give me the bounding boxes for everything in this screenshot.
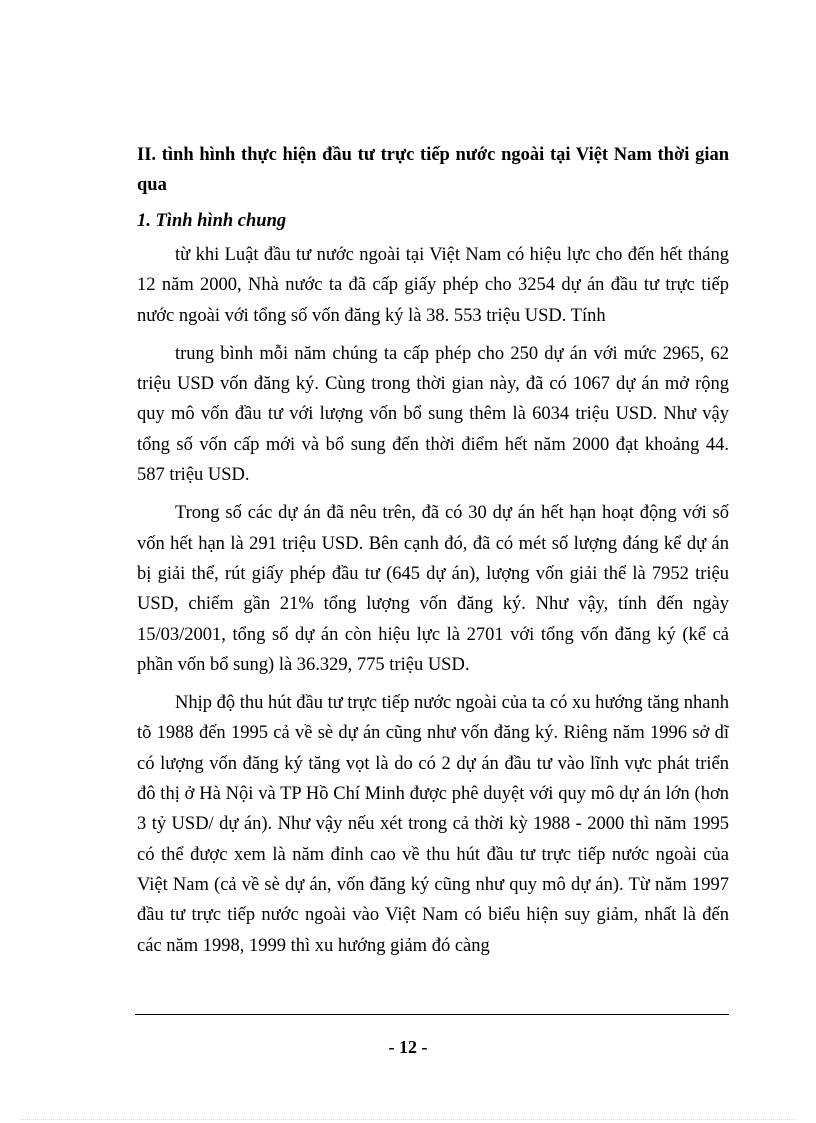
paragraph: từ khi Luật đầu tư nước ngoài tại Việt Nam có hiệu lực cho đến hết tháng 12 năm 2000, Nhà nước ta đã cấp giấy phép cho 3254 dự án đầu tư trực tiếp nước ngoài với tổng số vốn đăng ký là 38. 553 triệu USD. Tính bbox=[137, 245, 729, 326]
page-number: - 12 - bbox=[388, 1037, 428, 1057]
paragraph: trung bình mỗi năm chúng ta cấp phép cho 250 dự án với mức 2965, 62 triệu USD vốn đăng ký. Cùng trong thời gian này, đã có 1067 dự án mở rộng quy mô vốn đầu tư với lượng vốn bổ sung thêm là 6034 triệu USD. Như vậy tổng số vốn cấp mới và bổ sung đến thời điểm hết năm 2000 đạt khoảng 44. 587 triệu USD. bbox=[137, 343, 729, 486]
page-bottom-edge bbox=[20, 1119, 796, 1120]
paragraph: Trong số các dự án đã nêu trên, đã có 30 dự án hết hạn hoạt động với số vốn hết hạn là 291 triệu USD. Bên cạnh đó, đã có mét số lượng đáng kể dự án bị giải thể, rút giấy phép đầu tư (645 dự án), lượng vốn giải thể là 7952 triệu USD, chiếm gần 21% tổng lượng vốn đăng ký. Như vậy, tính đến ngày 15/03/2001, tổng số dự án còn hiệu lực là 2701 với tổng vốn đăng ký (kể cả phần vốn bổ sung) là 36.329, 775 triệu USD. bbox=[137, 503, 729, 675]
section-heading: II. tình hình thực hiện đầu tư trực tiếp nước ngoài tại Việt Nam thời gian qua bbox=[137, 145, 729, 195]
paragraph: Nhịp độ thu hút đầu tư trực tiếp nước ngoài của ta có xu hướng tăng nhanh tõ 1988 đến 1995 cả về sè dự án cũng như vốn đăng ký. Riêng năm 1996 sở dĩ có lượng vốn đăng ký tăng vọt là do có 2 dự án đầu tư vào lĩnh vực phát triển đô thị ở Hà Nội và TP Hồ Chí Minh được phê duyệt với quy mô dự án lớn (hơn 3 tỷ USD/ dự án). Như vậy nếu xét trong cả thời kỳ 1988 - 2000 thì năm 1995 có thể được xem là năm đỉnh cao về thu hút đầu tư trực tiếp nước ngoài của Việt Nam (cả về sè dự án, vốn đăng ký cũng như quy mô dự án). Từ năm 1997 đầu tư trực tiếp nước ngoài vào Việt Nam có biểu hiện suy giảm, nhất là đến các năm 1998, 1999 thì xu hướng giảm đó càng bbox=[137, 693, 729, 956]
page-content bbox=[137, 140, 729, 969]
subsection-heading: 1. Tình hình chung bbox=[137, 211, 287, 231]
footer-divider bbox=[135, 1014, 729, 1015]
